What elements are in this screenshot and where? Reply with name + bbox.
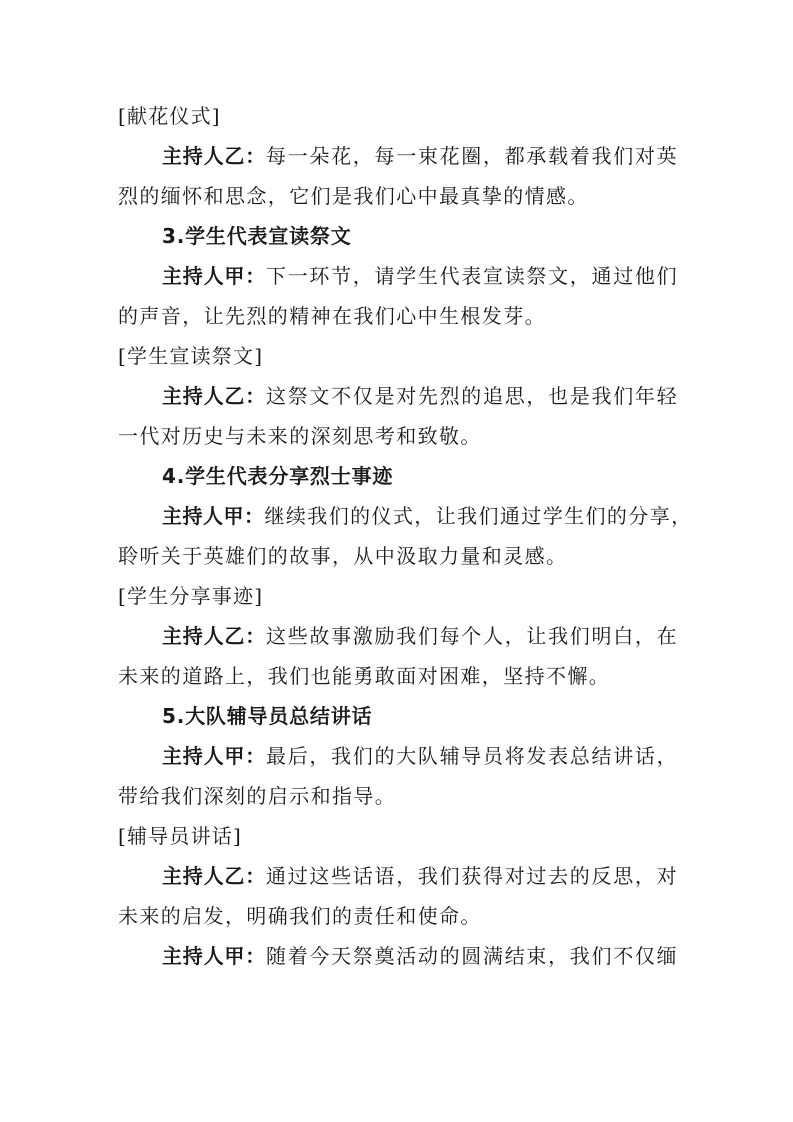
stage-direction: [学生宣读祭文] <box>118 344 264 368</box>
stage-direction: [学生分享事迹] <box>118 584 264 608</box>
dialogue-line <box>118 496 693 536</box>
dialogue-continuation: 的声音，让先烈的精神在我们心中生根发芽。 <box>118 304 546 328</box>
speaker-label: 主持人乙： <box>162 384 266 408</box>
dialogue-text: 最后，我们的大队辅导员将发表总结讲话， <box>266 744 678 768</box>
dialogue-continuation: 一代对历史与未来的深刻思考和致敬。 <box>118 424 482 448</box>
dialogue-text: 下一环节，请学生代表宣读祭文，通过他们 <box>266 264 678 288</box>
speaker-label: 主持人甲： <box>162 744 266 768</box>
dialogue-continuation: 未来的启发，明确我们的责任和使命。 <box>118 904 482 928</box>
dialogue-line <box>118 936 678 976</box>
dialogue-line <box>118 856 678 896</box>
speaker-label: 主持人乙： <box>162 624 266 648</box>
dialogue-text: 每一朵花，每一束花圈，都承载着我们对英 <box>266 144 678 168</box>
speaker-label: 主持人甲： <box>162 264 266 288</box>
dialogue-continuation: 带给我们深刻的启示和指导。 <box>118 784 397 808</box>
section-heading: 5.大队辅导员总结讲话 <box>162 704 373 728</box>
dialogue-line <box>118 736 678 776</box>
stage-direction: [献花仪式] <box>118 104 221 128</box>
section-heading: 4.学生代表分享烈士事迹 <box>162 464 394 488</box>
dialogue-text: 通过这些话语，我们获得对过去的反思，对 <box>266 864 678 888</box>
document-page <box>118 96 693 976</box>
dialogue-text: 随着今天祭奠活动的圆满结束，我们不仅缅 <box>266 944 678 968</box>
speaker-label: 主持人甲： <box>162 504 265 528</box>
dialogue-line <box>118 376 678 416</box>
stage-direction: [辅导员讲话] <box>118 824 243 848</box>
dialogue-line <box>118 256 678 296</box>
section-heading: 3.学生代表宣读祭文 <box>162 224 352 248</box>
dialogue-continuation: 烈的缅怀和思念，它们是我们心中最真挚的情感。 <box>118 184 589 208</box>
dialogue-continuation: 未来的道路上，我们也能勇敢面对困难，坚持不懈。 <box>118 664 611 688</box>
dialogue-line <box>118 136 678 176</box>
dialogue-text: 继续我们的仪式，让我们通过学生们的分享， <box>264 504 693 528</box>
dialogue-text: 这祭文不仅是对先烈的追思，也是我们年轻 <box>266 384 678 408</box>
speaker-label: 主持人甲： <box>162 944 266 968</box>
dialogue-continuation: 聆听关于英雄们的故事，从中汲取力量和灵感。 <box>118 544 568 568</box>
dialogue-line <box>118 616 678 656</box>
speaker-label: 主持人乙： <box>162 144 266 168</box>
dialogue-text: 这些故事激励我们每个人，让我们明白，在 <box>266 624 678 648</box>
speaker-label: 主持人乙： <box>162 864 266 888</box>
